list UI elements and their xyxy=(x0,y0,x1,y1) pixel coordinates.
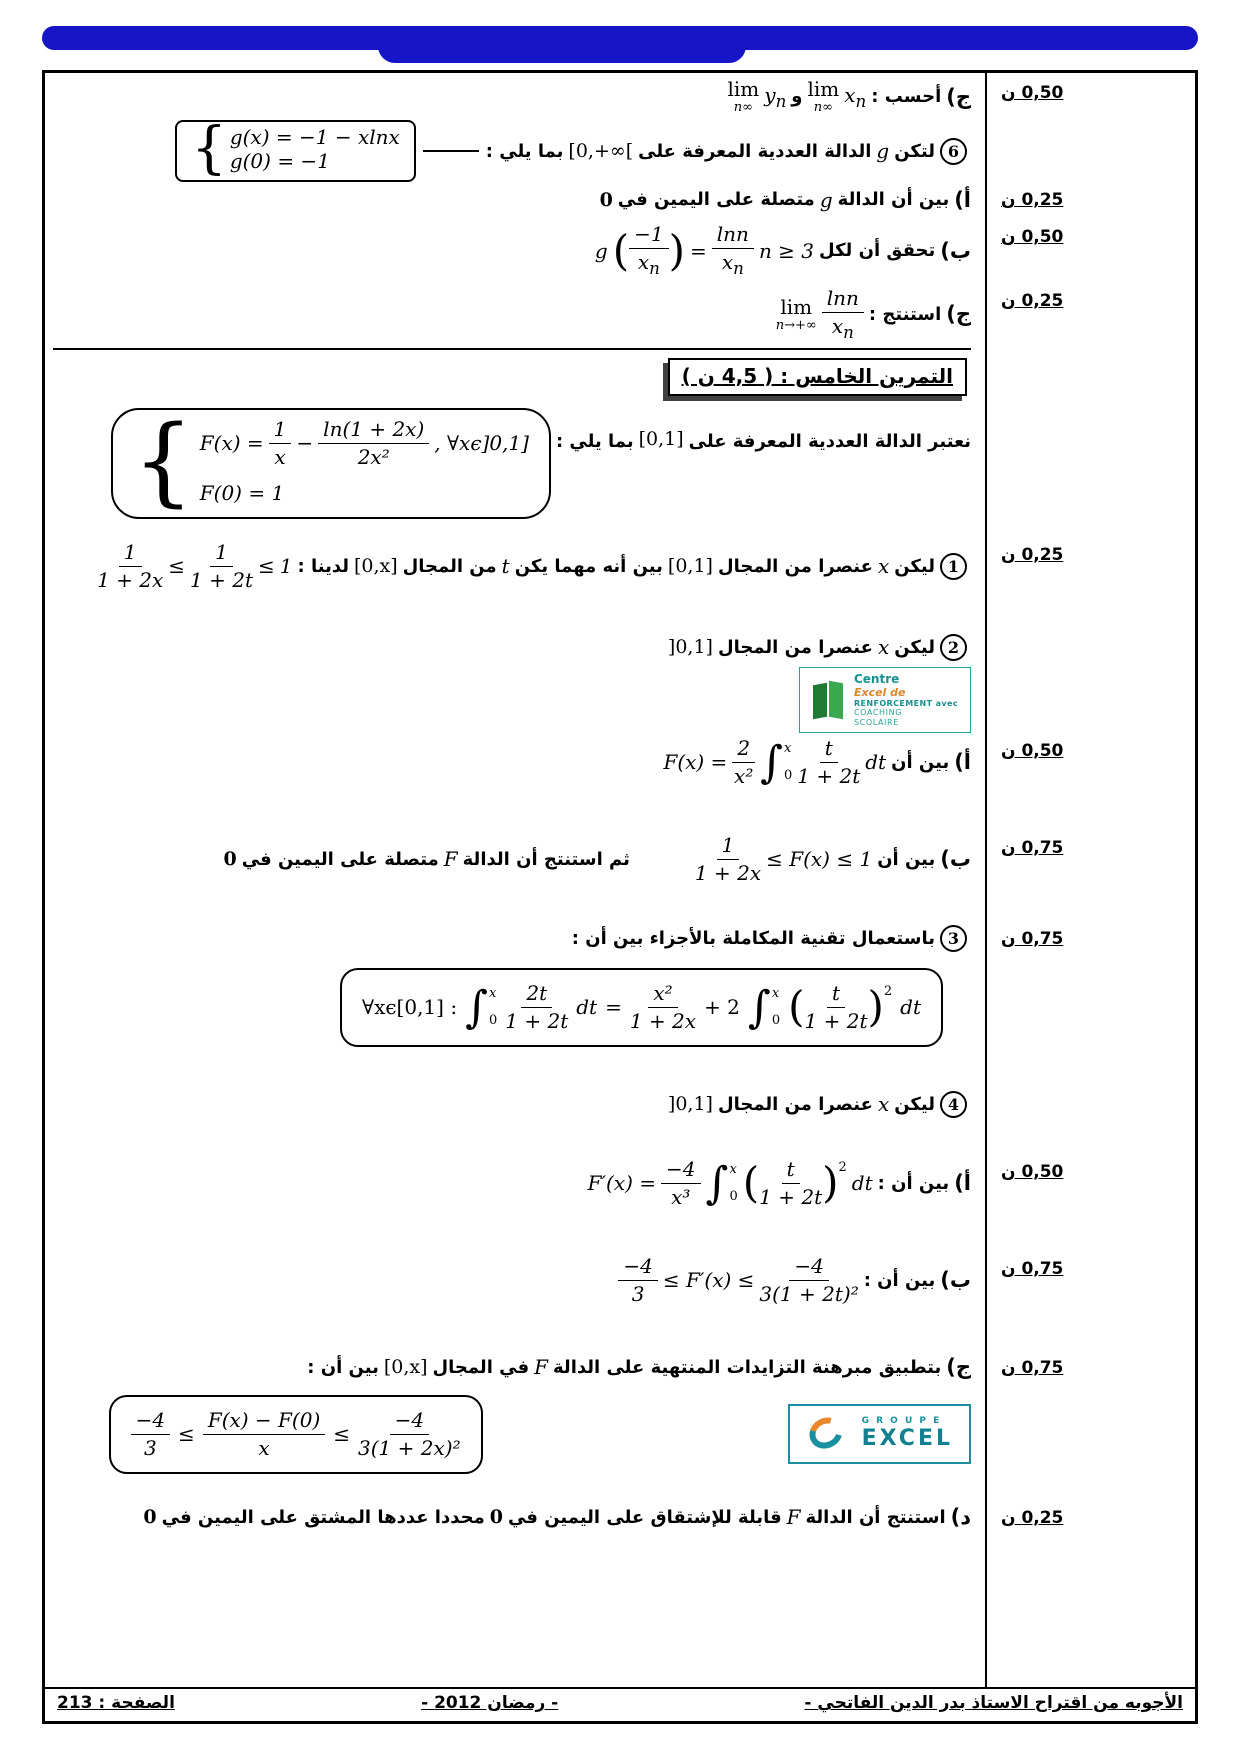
interval: [0,+∞[ xyxy=(568,140,634,163)
F-definition-box xyxy=(111,405,551,519)
parenthesized-fraction: ( $\frac{-1}{x_n}$ ) xyxy=(612,222,685,279)
content-cell xyxy=(45,541,987,592)
var-yn: $y_n$ xyxy=(764,82,787,111)
g-definition-line2: g(0) = −1 xyxy=(229,149,330,174)
question-letter: أ) xyxy=(954,750,971,775)
mean-value-inequality-box: $\frac{-4}{3}$ ≤ $\frac{F(x) - F(0)}{x}$ ≤ $\frac{-4}{\text{3(1 + 2x)²}}$ xyxy=(109,1395,483,1474)
mark-cell xyxy=(987,667,1195,671)
content-cell xyxy=(45,186,987,213)
brace: { xyxy=(132,405,194,518)
row-question-4a xyxy=(45,1158,1195,1209)
row-question-2a xyxy=(45,737,1195,788)
question-text: لدينا : xyxy=(297,555,349,577)
centre-logo-text: Centre Excel de RENFORCEMENT avec COACHING SCOLAIRE xyxy=(853,671,958,727)
intro-text: نعتبر الدالة العددية المعرفة على xyxy=(688,430,971,452)
content-cell xyxy=(45,1354,987,1381)
mark-value: 0,50 ن xyxy=(1001,740,1064,761)
question-text: ثم استنتج أن الدالة xyxy=(462,848,630,870)
footer-author: الأجوبه من اقتراح الاستاذ بدر الدين الفاتحي - xyxy=(804,1693,1183,1713)
question-number-circle: 3 xyxy=(940,925,967,952)
row-question-1 xyxy=(45,541,1195,592)
question-text: عنصرا من المجال xyxy=(717,555,873,577)
math-derivative-bounds: $\frac{-4}{3}$ ≤ F′(x) ≤ $\frac{-4}{\text{3(1 + 2t)²}}$ xyxy=(618,1255,858,1306)
connector-line xyxy=(423,150,479,152)
mark-cell xyxy=(987,223,1195,247)
fraction: $\frac{1}{1 + 2x}$ xyxy=(694,832,762,885)
F-definition-line2: F(0) = 1 xyxy=(199,480,285,505)
row-question-4b xyxy=(45,1255,1195,1306)
interval: [0,x] xyxy=(383,1356,428,1379)
marks-column-divider xyxy=(985,73,987,1687)
content-cell xyxy=(45,79,987,114)
interval: ]0,1] xyxy=(667,1093,713,1116)
and-conjunction: و xyxy=(791,86,803,107)
fraction: $\frac{-4}{\text{3(1 + 2x)²}}$ xyxy=(358,1407,461,1460)
fraction: $\frac{t}{1 + 2t}$ xyxy=(797,735,861,788)
content-cell xyxy=(45,1091,987,1118)
groupe-excel-logo xyxy=(788,1404,971,1464)
mark-cell xyxy=(987,634,1195,638)
zero: 0 xyxy=(143,1506,157,1529)
content-cell xyxy=(45,116,987,182)
question-text: بين أن xyxy=(877,848,936,870)
question-text: بما يلي : xyxy=(485,140,564,162)
fraction: $\frac{-4}{3}$ xyxy=(618,1255,657,1306)
row-question-6 xyxy=(45,116,1195,182)
question-number-circle: 1 xyxy=(940,553,967,580)
question-letter: د) xyxy=(950,1505,971,1530)
mark-value: 0,25 ن xyxy=(1001,1507,1064,1528)
mark-cell xyxy=(987,1395,1195,1399)
row-question-4 xyxy=(45,1091,1195,1118)
var-t: t xyxy=(501,554,510,579)
content-cell xyxy=(45,223,987,278)
limit-operator: lim n∞ xyxy=(807,77,840,115)
question-text: محددا عددها المشتق على اليمين في xyxy=(161,1506,485,1528)
math-lim-xn xyxy=(808,79,867,114)
squared-parenthesized-fraction: ( $\frac{t}{1 + 2t}$ ) 2 xyxy=(742,1156,847,1209)
var-x: x xyxy=(877,635,890,660)
question-text: أحسب : xyxy=(871,86,942,107)
mark-value: 0,25 ن xyxy=(1001,290,1064,311)
question-text: لتكن xyxy=(894,140,935,162)
fraction: $\frac{1}{1 + 2t}$ xyxy=(190,539,253,592)
zero: 0 xyxy=(599,188,613,211)
math-F-integral: F(x) = $\frac{2}{\text{x²}}$ ∫ x 0 $\frac{t}{1 + 2t}$ dt xyxy=(663,735,887,788)
question-letter: ب) xyxy=(940,847,971,872)
mark-cell xyxy=(987,120,1195,124)
content-grid xyxy=(45,73,1195,1687)
mark-value: 0,75 ن xyxy=(1001,837,1064,858)
content-cell xyxy=(45,1158,987,1209)
row-question-6b xyxy=(45,223,1195,278)
content-cell xyxy=(45,634,987,661)
section-divider-line xyxy=(53,348,971,350)
mark-cell xyxy=(987,346,1195,350)
mark-cell xyxy=(987,925,1195,949)
question-text: ليكن xyxy=(894,636,935,658)
integral: ∫ x 0 xyxy=(705,1157,738,1209)
centre-excel-logo xyxy=(799,667,971,733)
question-text: بتطبيق مبرهنة التزايدات المنتهية على الدالة xyxy=(553,1356,942,1378)
question-text: بين أنه مهما يكن xyxy=(514,555,663,577)
question-text: بين أن الدالة xyxy=(837,189,950,211)
mark-value: 0,25 ن xyxy=(1001,190,1064,211)
system-lines xyxy=(230,125,400,173)
content-cell xyxy=(45,405,987,519)
question-text: قابلة للإشتقاق على اليمين في xyxy=(507,1506,782,1528)
var-x: x xyxy=(877,554,890,579)
mark-value: 0,75 ن xyxy=(1001,928,1064,949)
content-cell xyxy=(45,1395,987,1474)
question-text: بين أن : xyxy=(863,1269,936,1291)
question-letter: ب) xyxy=(940,1268,971,1293)
mark-cell xyxy=(987,186,1195,210)
content-cell xyxy=(45,667,987,733)
question-letter: ج) xyxy=(946,1355,971,1380)
mark-cell xyxy=(987,408,1195,412)
integral: ∫ x 0 xyxy=(747,981,781,1033)
fraction: $\frac{2}{\text{x²}}$ xyxy=(734,735,754,788)
mark-value: 0,75 ن xyxy=(1001,1357,1064,1378)
mark-cell xyxy=(987,79,1195,103)
row-centre-logo xyxy=(45,667,1195,733)
mark-cell xyxy=(987,1255,1195,1279)
row-question-2 xyxy=(45,634,1195,661)
fraction: $\frac{\ln n}{x_n}$ xyxy=(822,287,864,342)
var-g: g xyxy=(876,139,890,164)
F-definition-line1: F(x) = $\frac{1}{x}$ − $\frac{\ln(1 + 2x)}{\text{2x²}}$ , ∀xϵ]0,1] xyxy=(199,416,529,469)
book-icon xyxy=(812,679,846,721)
question-text: متصلة على اليمين في xyxy=(617,189,815,211)
question-text: الدالة العددية المعرفة على xyxy=(638,140,872,162)
fraction: $\frac{t}{1 + 2t}$ xyxy=(804,980,868,1033)
intro-text: بما يلي : xyxy=(555,430,634,452)
mark-cell xyxy=(987,1354,1195,1378)
row-question-6c xyxy=(45,287,1195,342)
question-text: في المجال xyxy=(432,1356,530,1378)
math-F-bounds: $\frac{1}{1 + 2x}$ ≤ F(x) ≤ 1 xyxy=(694,832,873,885)
mark-value: 0,25 ن xyxy=(1001,544,1064,565)
question-text: ليكن xyxy=(894,555,935,577)
limit-operator: lim n∞ xyxy=(727,77,760,115)
integral: ∫ x 0 xyxy=(465,981,498,1033)
math-g-equation: g ( $\frac{-1}{x_n}$ ) = $\frac{\ln n}{x_n}$ xyxy=(595,223,754,278)
row-question-3-equation xyxy=(45,968,1195,1047)
squared-parenthesized-fraction: ( $\frac{t}{1 + 2t}$ ) 2 xyxy=(788,980,893,1033)
row-limits-question xyxy=(45,79,1195,114)
fraction: $\frac{\ln n}{x_n}$ xyxy=(712,223,754,278)
var-x: x xyxy=(877,1092,890,1117)
content-cell xyxy=(45,834,987,885)
fraction: $\frac{F(x) - F(0)}{x}$ xyxy=(203,1409,325,1460)
math-lim-yn xyxy=(727,79,786,114)
fraction: $\frac{-1}{x_n}$ xyxy=(629,223,668,278)
g-definition-box xyxy=(175,116,416,182)
content-cell xyxy=(45,1504,987,1531)
interval: [0,x] xyxy=(354,555,398,578)
row-function-intro xyxy=(45,405,1195,519)
content-cell xyxy=(45,287,987,342)
question-text: استنتج أن الدالة xyxy=(805,1506,946,1528)
fraction: $\frac{\ln(1 + 2x)}{\text{2x²}}$ xyxy=(318,418,429,469)
answer-sheet xyxy=(42,70,1198,1724)
mark-cell xyxy=(987,287,1195,311)
fraction: $\frac{-4}{3}$ xyxy=(131,1409,170,1460)
definition-lines xyxy=(200,418,529,505)
limit-operator: lim n→+∞ xyxy=(775,294,817,333)
content-cell xyxy=(45,737,987,788)
math-limit-expression xyxy=(776,287,864,342)
question-text: من المجال xyxy=(402,555,497,577)
fraction: $\frac{1}{x}$ xyxy=(269,418,292,469)
row-exercise5-title xyxy=(45,358,1195,396)
question-text: تحقق أن لكل xyxy=(819,240,936,262)
fraction: $\frac{1}{1 + 2x}$ xyxy=(97,539,164,592)
row-question-3 xyxy=(45,925,1195,952)
mark-value: 0,50 ن xyxy=(1001,83,1064,103)
question-text: عنصرا من المجال xyxy=(717,636,873,658)
zero: 0 xyxy=(223,848,237,871)
g-definition-line1: g(x) = −1 − xlnx xyxy=(229,125,400,150)
var-F: F xyxy=(443,847,458,872)
groupe-logo-text: G R O U P E EXCEL xyxy=(861,1416,953,1452)
interval: ]0,1] xyxy=(667,636,713,659)
mark-value: 0,75 ن xyxy=(1001,1258,1064,1279)
row-divider xyxy=(45,346,1195,352)
row-question-4c xyxy=(45,1354,1195,1381)
content-cell xyxy=(45,358,987,396)
mark-cell xyxy=(987,834,1195,858)
mark-cell xyxy=(987,737,1195,761)
content-cell xyxy=(45,346,987,352)
content-cell xyxy=(45,1255,987,1306)
question-letter: أ) xyxy=(954,1171,971,1196)
question-text: استنتج : xyxy=(868,303,942,325)
question-number-circle: 6 xyxy=(940,138,967,165)
question-text: عنصرا من المجال xyxy=(717,1093,873,1115)
question-text: متصلة على اليمين في xyxy=(241,848,439,870)
row-question-2b xyxy=(45,834,1195,885)
mark-value: 0,50 ن xyxy=(1001,227,1064,248)
bottom-spacer xyxy=(45,1531,1195,1687)
row-question-4d xyxy=(45,1504,1195,1531)
question-text: ليكن xyxy=(894,1093,935,1115)
fraction: $\frac{\text{x²}}{1 + 2x}$ xyxy=(629,980,697,1033)
question-letter: أ) xyxy=(954,187,971,212)
header-tab-decoration xyxy=(378,46,746,63)
integral: ∫ x 0 xyxy=(760,736,793,788)
math-F-derivative: F′(x) = $\frac{-4}{\text{x³}}$ ∫ x 0 ( $\frac{t}{1 + 2t}$ ) 2 dt xyxy=(587,1156,873,1209)
question-text: بين أن : xyxy=(307,1356,379,1378)
zero: 0 xyxy=(489,1506,503,1529)
mark-cell xyxy=(987,968,1195,972)
var-F: F xyxy=(786,1505,801,1530)
fraction: $\frac{2t}{1 + 2t}$ xyxy=(505,980,569,1033)
interval: [0,1] xyxy=(638,427,684,450)
integration-by-parts-box: ∀xϵ[0,1] : ∫ x 0 $\frac{2t}{1 + 2t}$ dt = $\frac{\text{x²}}{1 + 2x}$ + 2 ∫ x 0 ( $\frac{t}{1 + 2t}$ ) 2 dt xyxy=(340,968,943,1047)
mark-cell xyxy=(987,358,1195,362)
mark-cell xyxy=(987,541,1195,565)
var-g: g xyxy=(819,187,833,212)
footer-date: - رمضان 2012 - xyxy=(421,1693,559,1713)
row-question-6a xyxy=(45,186,1195,213)
page-footer xyxy=(45,1687,1195,1721)
question-text: بين أن xyxy=(891,751,950,773)
question-number-circle: 4 xyxy=(940,1091,967,1118)
question-letter: ج) xyxy=(946,84,971,109)
mark-cell xyxy=(987,1504,1195,1528)
exercise-title: التمرين الخامس : ( 4,5 ن ) xyxy=(668,358,967,396)
question-text: بين أن : xyxy=(877,1172,950,1194)
question-letter: ب) xyxy=(940,238,971,263)
fraction: $\frac{t}{1 + 2t}$ xyxy=(759,1156,823,1209)
question-number-circle: 2 xyxy=(940,634,967,661)
var-F: F xyxy=(534,1355,549,1380)
var-xn: $x_n$ xyxy=(844,82,867,111)
fraction: $\frac{-4}{\text{3(1 + 2t)²}}$ xyxy=(759,1253,859,1306)
content-cell xyxy=(45,925,987,952)
fraction: $\frac{-4}{\text{x³}}$ xyxy=(661,1158,700,1209)
mark-cell xyxy=(987,1158,1195,1182)
interval: [0,1] xyxy=(667,555,713,578)
content-cell xyxy=(45,968,987,1047)
mark-value: 0,50 ن xyxy=(1001,1161,1064,1182)
swoosh-icon xyxy=(806,1414,852,1454)
mark-cell xyxy=(987,1091,1195,1095)
math-condition: n ≥ 3 xyxy=(758,238,815,263)
question-letter: ج) xyxy=(946,302,971,327)
footer-page-number: الصفحة : 213 xyxy=(57,1693,175,1713)
math-inequality-chain: $\frac{1}{1 + 2x}$ ≤ $\frac{1}{1 + 2t}$ ≤ 1 xyxy=(97,539,293,592)
question-text: باستعمال تقنية المكاملة بالأجزاء بين أن : xyxy=(571,927,935,949)
row-question-4c-equation xyxy=(45,1395,1195,1474)
brace: { xyxy=(191,116,227,181)
